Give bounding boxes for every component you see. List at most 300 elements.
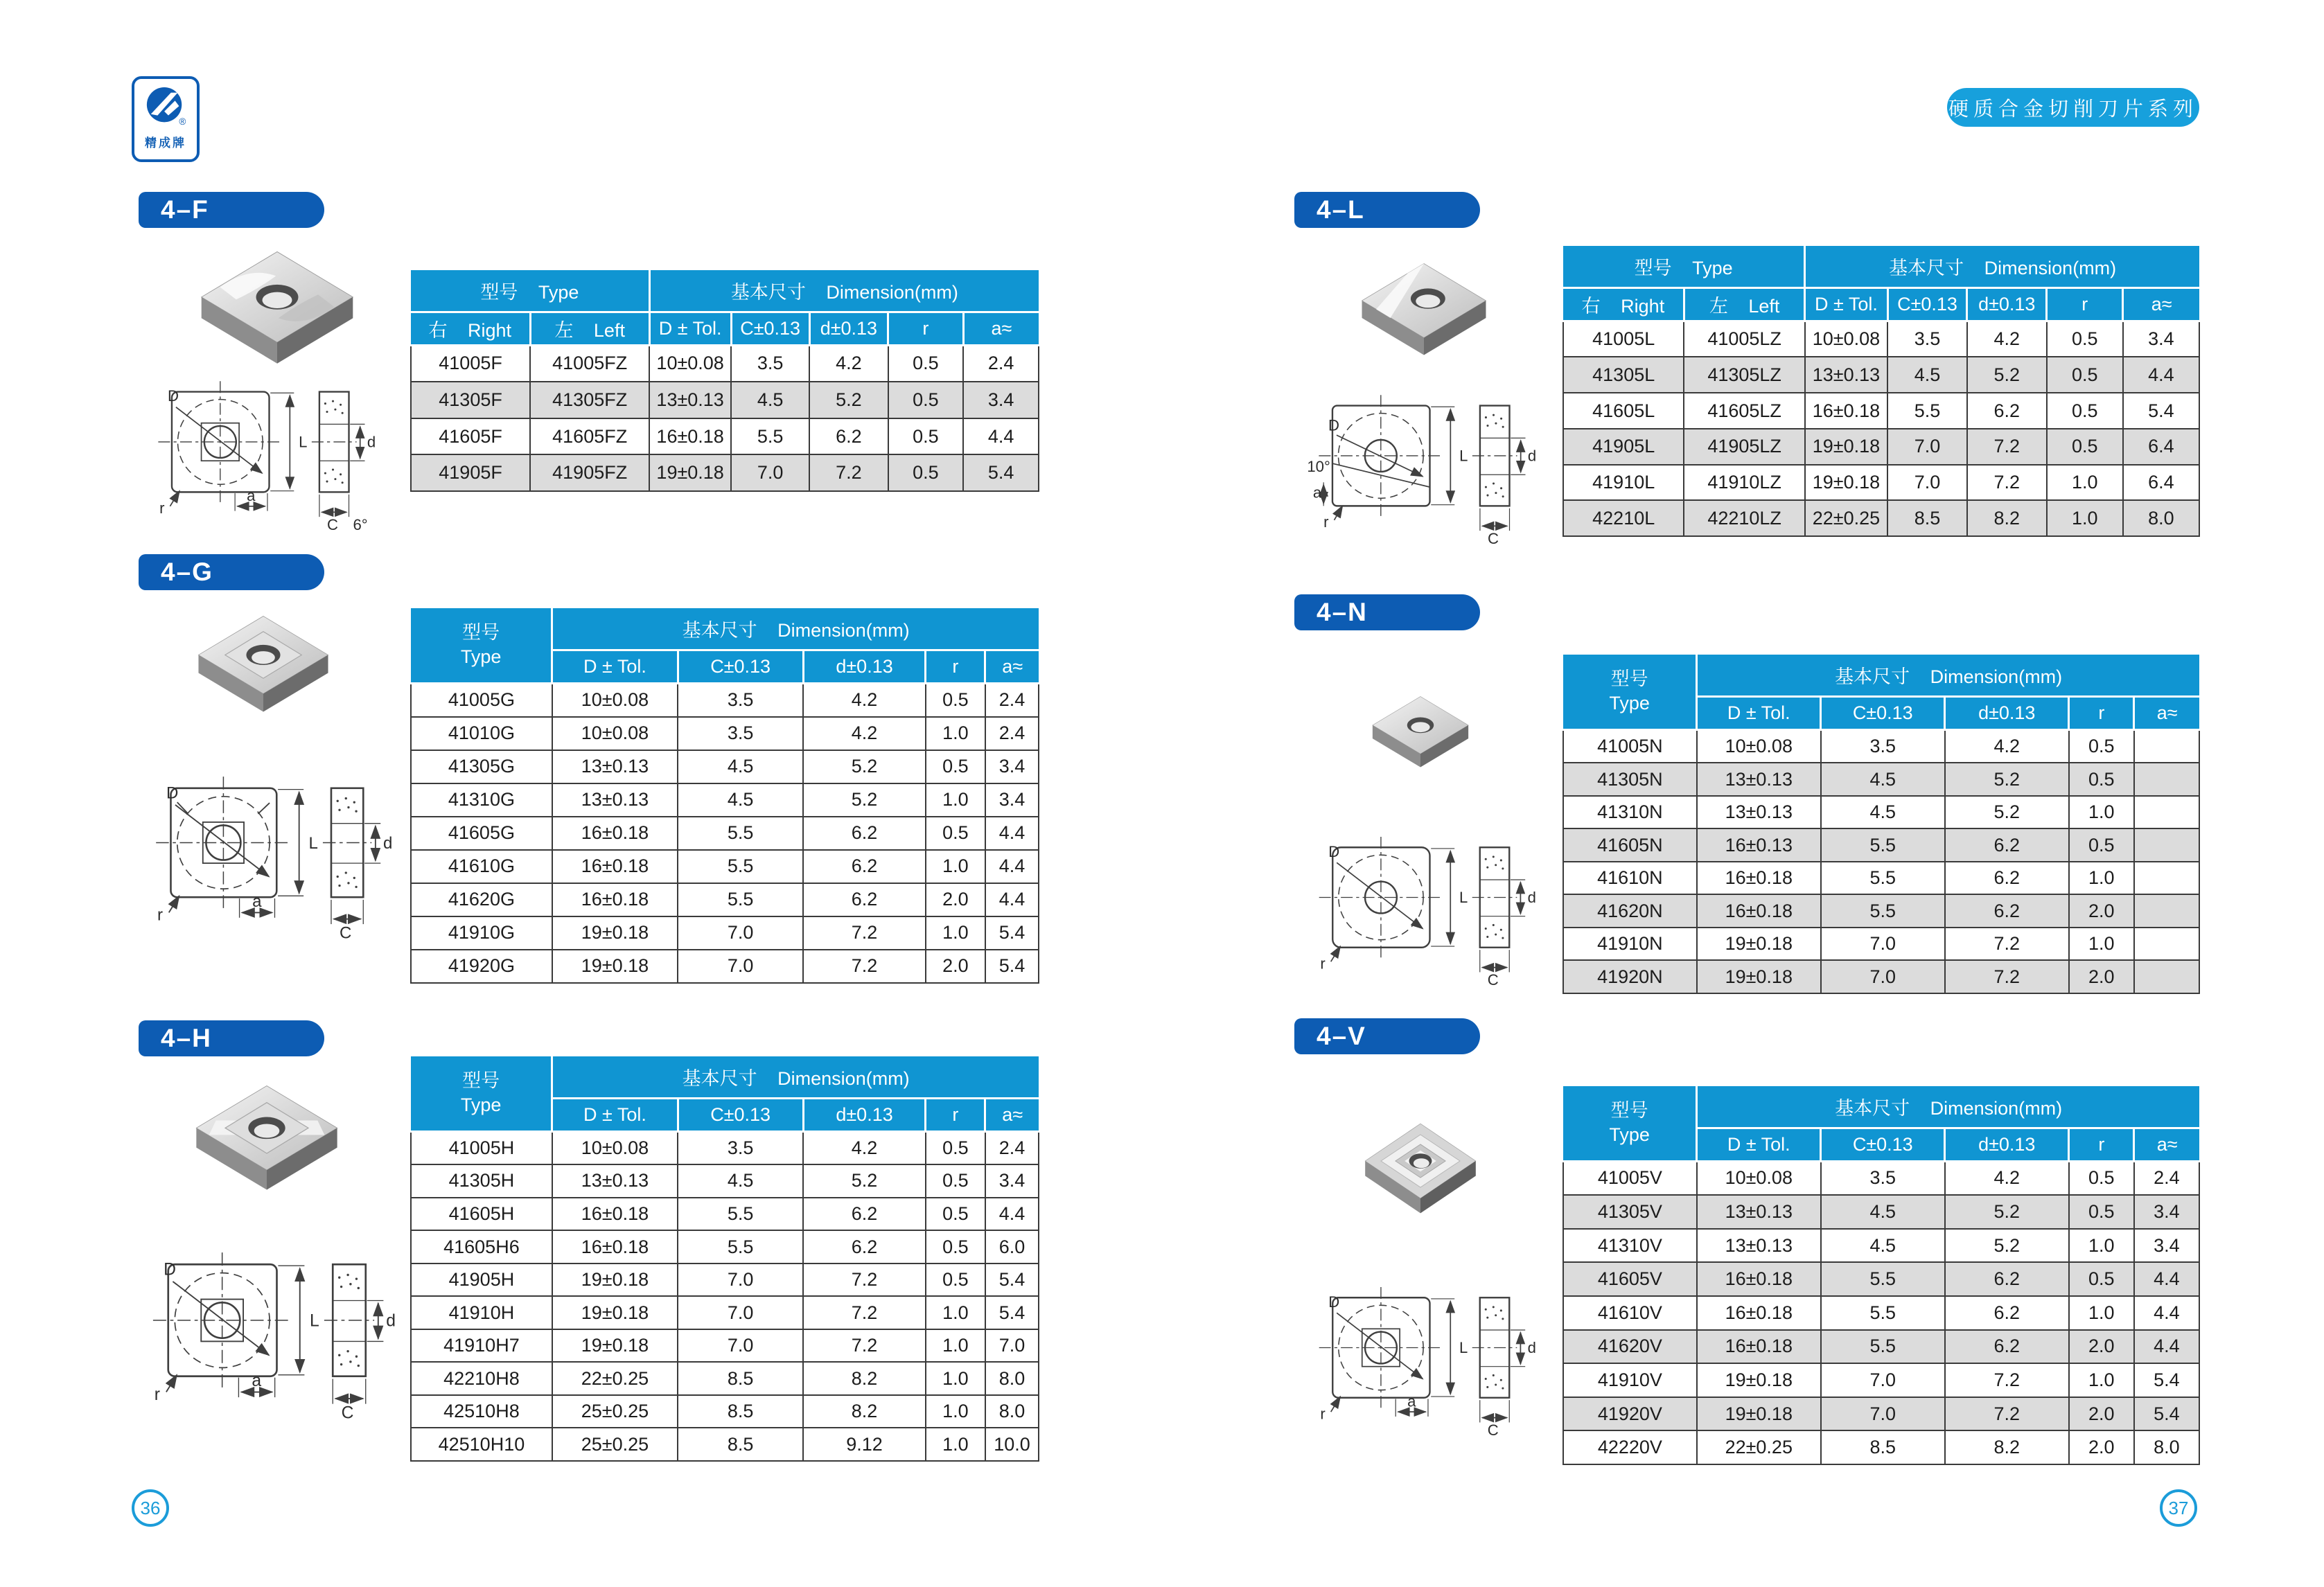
- section-tab-4l: [1294, 192, 1480, 228]
- table-cell: 16±0.18: [1697, 894, 1821, 928]
- table-row: [1563, 1195, 2199, 1229]
- table-cell: 7.0: [1887, 465, 1967, 501]
- table-cell: 16±0.18: [552, 1198, 678, 1231]
- table-cell: 13±0.13: [552, 783, 678, 817]
- svg-text:r: r: [1320, 1405, 1326, 1423]
- table-cell: 6.2: [1945, 828, 2069, 862]
- table-row: [411, 1230, 1039, 1264]
- table-cell: 3.4: [985, 1164, 1039, 1198]
- col-header-d-tol: D ± Tol.: [552, 650, 678, 683]
- table-cell: 5.4: [2134, 1397, 2199, 1431]
- table-cell: 0.5: [2047, 321, 2123, 357]
- svg-text:d: d: [382, 833, 393, 853]
- col-header-dimension: 基本尺寸 Dimension(mm): [1697, 655, 2199, 696]
- type-label-cn: 型号: [462, 1070, 500, 1092]
- table-cell: 1.0: [926, 1395, 985, 1428]
- table-cell: 41605V: [1563, 1262, 1697, 1296]
- table-cell: 4.4: [2123, 357, 2199, 393]
- table-cell: 13±0.13: [1697, 1229, 1821, 1263]
- table-cell: 8.5: [678, 1362, 803, 1395]
- table-cell: 2.0: [2069, 960, 2134, 993]
- table-cell: 7.0: [678, 1264, 803, 1297]
- svg-text:a: a: [1312, 484, 1322, 502]
- table-cell: 41305N: [1563, 763, 1697, 796]
- insert-3d-image-4f: [180, 242, 374, 391]
- table-cell: 41305FZ: [530, 382, 649, 418]
- table-row: [1563, 763, 2199, 796]
- table-cell: 2.0: [926, 883, 985, 916]
- table-cell: 0.5: [2047, 429, 2123, 465]
- table-cell: 6.2: [803, 850, 926, 883]
- table-cell: 7.2: [1945, 1363, 2069, 1397]
- table-cell: 6.2: [803, 883, 926, 916]
- type-label-en: Type: [460, 1094, 502, 1116]
- type-label-cn: 型号: [462, 622, 500, 644]
- table-cell: 0.5: [2069, 1262, 2134, 1296]
- table-cell: 5.5: [1821, 894, 1945, 928]
- table-cell: 7.0: [678, 1296, 803, 1329]
- table-row: [411, 883, 1039, 916]
- table-cell: 16±0.18: [552, 1230, 678, 1264]
- table-cell: 19±0.18: [552, 916, 678, 950]
- table-row: [1563, 1262, 2199, 1296]
- col-header-c: C±0.13: [1821, 696, 1945, 729]
- table-cell: 7.0: [678, 950, 803, 983]
- svg-text:C: C: [1487, 1421, 1499, 1439]
- svg-text:D: D: [168, 387, 179, 405]
- table-cell: 7.0: [1821, 1363, 1945, 1397]
- table-cell: 7.0: [678, 916, 803, 950]
- col-header-d-tol: D ± Tol.: [1697, 1128, 1821, 1161]
- table-cell: 5.5: [1821, 862, 1945, 895]
- table-row: [411, 382, 1039, 418]
- svg-text:C: C: [341, 1403, 354, 1423]
- table-cell: 4.4: [2134, 1330, 2199, 1364]
- table-cell: 16±0.13: [1697, 828, 1821, 862]
- svg-text:a: a: [1407, 1392, 1416, 1410]
- svg-text:a: a: [252, 892, 262, 912]
- svg-text:a: a: [252, 1372, 262, 1390]
- table-cell: 13±0.13: [1697, 763, 1821, 796]
- table-cell: 41910H7: [411, 1329, 552, 1363]
- table-cell: 6.2: [803, 817, 926, 850]
- table-row: [1563, 429, 2199, 465]
- table-cell: 1.0: [926, 850, 985, 883]
- table-cell: 13±0.13: [552, 1164, 678, 1198]
- insert-drawing-4g: [139, 769, 402, 942]
- table-cell: 41605F: [411, 418, 530, 455]
- table-cell: 0.5: [2069, 763, 2134, 796]
- table-cell: 5.5: [1821, 1262, 1945, 1296]
- table-cell: 5.4: [985, 916, 1039, 950]
- section-tab-label: 4–F: [161, 195, 209, 224]
- svg-text:C: C: [327, 515, 338, 533]
- table-cell: 8.5: [678, 1428, 803, 1461]
- table-cell: 5.2: [1945, 1229, 2069, 1263]
- table-cell: 0.5: [888, 454, 964, 491]
- table-row: [411, 1395, 1039, 1428]
- brand-logo-icon: [144, 86, 187, 129]
- table-cell: 0.5: [2069, 729, 2134, 763]
- col-header-right: 右 Right: [1563, 287, 1684, 321]
- svg-text:L: L: [1459, 889, 1468, 907]
- table-cell: 5.4: [2123, 393, 2199, 429]
- table-cell: 41610G: [411, 850, 552, 883]
- table-cell: 41920G: [411, 950, 552, 983]
- table-cell: 6.0: [985, 1230, 1039, 1264]
- col-header-left: 左 Left: [1684, 287, 1804, 321]
- table-cell: 13±0.13: [1697, 796, 1821, 829]
- table-cell: 4.5: [1821, 1195, 1945, 1229]
- table-cell: 1.0: [2069, 928, 2134, 961]
- table-cell: 4.2: [1967, 321, 2047, 357]
- table-cell: 4.5: [678, 783, 803, 817]
- svg-text:d: d: [367, 433, 376, 451]
- table-cell: 16±0.18: [1697, 862, 1821, 895]
- table-cell: 0.5: [926, 1264, 985, 1297]
- table-cell: 19±0.18: [1697, 1397, 1821, 1431]
- table-row: [1563, 1397, 2199, 1431]
- col-header-d-tol: D ± Tol.: [1697, 696, 1821, 729]
- table-cell: 6.2: [803, 1198, 926, 1231]
- table-cell: 5.5: [1821, 1296, 1945, 1330]
- table-row: [411, 750, 1039, 783]
- table-cell: 41005G: [411, 683, 552, 717]
- svg-text:C: C: [340, 923, 352, 942]
- table-cell: [2134, 729, 2199, 763]
- table-cell: 5.5: [678, 850, 803, 883]
- table-cell: 19±0.18: [649, 454, 731, 491]
- table-cell: 5.2: [803, 783, 926, 817]
- table-cell: 7.2: [803, 916, 926, 950]
- table-cell: 7.2: [803, 1264, 926, 1297]
- table-cell: 3.5: [1821, 729, 1945, 763]
- table-cell: 7.0: [731, 454, 809, 491]
- table-row: [1563, 828, 2199, 862]
- table-cell: 16±0.18: [1697, 1262, 1821, 1296]
- series-banner: 硬质合金切削刀片系列: [1947, 88, 2199, 127]
- table-cell: 5.2: [803, 1164, 926, 1198]
- table-cell: 0.5: [2069, 1161, 2134, 1195]
- table-cell: 41905H: [411, 1264, 552, 1297]
- table-cell: 1.0: [2047, 500, 2123, 536]
- table-cell: 16±0.18: [1697, 1296, 1821, 1330]
- col-header-c: C±0.13: [678, 650, 803, 683]
- table-cell: 1.0: [926, 1362, 985, 1395]
- table-cell: 7.2: [803, 1296, 926, 1329]
- table-cell: 7.0: [985, 1329, 1039, 1363]
- table-cell: 5.2: [1945, 796, 2069, 829]
- col-header-dimension: 基本尺寸 Dimension(mm): [1805, 246, 2199, 287]
- insert-3d-4f: [180, 242, 374, 391]
- table-cell: 8.2: [1967, 500, 2047, 536]
- table-cell: 0.5: [2069, 1195, 2134, 1229]
- table-cell: 4.4: [985, 1198, 1039, 1231]
- table-cell: 2.4: [985, 683, 1039, 717]
- col-header-type: [1563, 1086, 1697, 1161]
- table-cell: 7.2: [803, 950, 926, 983]
- table-cell: 2.0: [2069, 1430, 2134, 1464]
- table-cell: 41310N: [1563, 796, 1697, 829]
- table-cell: 7.2: [1967, 465, 2047, 501]
- table-cell: 3.5: [678, 1131, 803, 1164]
- insert-3d-4l: [1348, 249, 1500, 384]
- table-cell: 1.0: [2069, 1296, 2134, 1330]
- table-cell: 41610N: [1563, 862, 1697, 895]
- table-cell: 5.2: [803, 750, 926, 783]
- section-tab-4n: [1294, 594, 1480, 630]
- table-cell: 4.2: [803, 1131, 926, 1164]
- svg-text:D: D: [1328, 1293, 1340, 1311]
- table-cell: 41910V: [1563, 1363, 1697, 1397]
- table-cell: 13±0.13: [649, 382, 731, 418]
- table-cell: 7.2: [803, 1329, 926, 1363]
- table-cell: 3.4: [985, 750, 1039, 783]
- table-cell: 8.5: [1821, 1430, 1945, 1464]
- table-cell: 10±0.08: [552, 683, 678, 717]
- table-row: [1563, 928, 2199, 961]
- svg-text:D: D: [164, 1260, 176, 1279]
- col-header-left: 左 Left: [530, 312, 649, 345]
- svg-text:C: C: [1487, 971, 1499, 989]
- table-cell: 19±0.18: [1805, 465, 1887, 501]
- table-cell: 7.0: [1887, 429, 1967, 465]
- table-cell: 16±0.18: [552, 850, 678, 883]
- table-cell: 4.2: [803, 717, 926, 750]
- table-cell: 3.5: [1887, 321, 1967, 357]
- section-tab-label: 4–N: [1317, 598, 1368, 626]
- col-header-d-small: d±0.13: [1945, 1128, 2069, 1161]
- table-cell: 41620N: [1563, 894, 1697, 928]
- col-header-r: r: [926, 1098, 985, 1131]
- col-header-a: a≈: [985, 1098, 1039, 1131]
- table-cell: 41605FZ: [530, 418, 649, 455]
- table-cell: 3.5: [678, 717, 803, 750]
- table-cell: 1.0: [926, 1329, 985, 1363]
- table-row: [1563, 862, 2199, 895]
- table-cell: 3.5: [1821, 1161, 1945, 1195]
- table-row: [411, 1362, 1039, 1395]
- table-cell: [2134, 862, 2199, 895]
- table-cell: 4.2: [803, 683, 926, 717]
- table-cell: 1.0: [926, 783, 985, 817]
- table-cell: 5.5: [1887, 393, 1967, 429]
- table-cell: 0.5: [888, 382, 964, 418]
- svg-text:r: r: [159, 499, 165, 517]
- table-cell: [2134, 796, 2199, 829]
- table-cell: 6.2: [1945, 1330, 2069, 1364]
- section-tab-label: 4–G: [161, 558, 213, 586]
- col-header-a: a≈: [2134, 696, 2199, 729]
- table-cell: 41305V: [1563, 1195, 1697, 1229]
- table-cell: 19±0.18: [1697, 960, 1821, 993]
- table-cell: 6.4: [2123, 429, 2199, 465]
- table-cell: 41910L: [1563, 465, 1684, 501]
- table-cell: 8.0: [985, 1362, 1039, 1395]
- col-header-type: 型号 Type: [1563, 246, 1805, 287]
- table-cell: 19±0.18: [552, 1296, 678, 1329]
- table-row: [1563, 960, 2199, 993]
- svg-text:d: d: [1527, 1339, 1536, 1357]
- svg-text:L: L: [1459, 447, 1468, 465]
- table-cell: 41910H: [411, 1296, 552, 1329]
- col-header-r: r: [926, 650, 985, 683]
- svg-text:D: D: [1328, 416, 1339, 434]
- insert-3d-4v: [1355, 1112, 1486, 1236]
- table-cell: 42210H8: [411, 1362, 552, 1395]
- table-cell: 42210LZ: [1684, 500, 1804, 536]
- table-cell: 6.2: [1945, 1262, 2069, 1296]
- table-row: [1563, 1430, 2199, 1464]
- table-cell: 4.4: [2134, 1262, 2199, 1296]
- col-header-dimension: 基本尺寸 Dimension(mm): [649, 270, 1039, 312]
- col-header-d-small: d±0.13: [1945, 696, 2069, 729]
- section-tab-label: 4–V: [1317, 1022, 1366, 1050]
- table-cell: 41310V: [1563, 1229, 1697, 1263]
- insert-3d-image-4n: [1362, 686, 1479, 790]
- col-header-a: a≈: [2134, 1128, 2199, 1161]
- table-cell: 10±0.08: [1805, 321, 1887, 357]
- page-number-left-value: 36: [140, 1497, 161, 1518]
- table-cell: 19±0.18: [552, 950, 678, 983]
- table-row: [411, 1164, 1039, 1198]
- table-cell: 7.0: [1821, 928, 1945, 961]
- table-cell: 10±0.08: [552, 1131, 678, 1164]
- table-row: [1563, 1296, 2199, 1330]
- table-cell: 2.4: [963, 345, 1039, 382]
- table-cell: 41305F: [411, 382, 530, 418]
- table-cell: 7.2: [1945, 928, 2069, 961]
- table-cell: 2.0: [2069, 894, 2134, 928]
- table-cell: 1.0: [2069, 796, 2134, 829]
- table-cell: 25±0.25: [552, 1428, 678, 1461]
- table-row: [1563, 796, 2199, 829]
- table-cell: 7.0: [1821, 1397, 1945, 1431]
- table-cell: 4.5: [678, 1164, 803, 1198]
- table-cell: 16±0.18: [1805, 393, 1887, 429]
- table-cell: 6.2: [1967, 393, 2047, 429]
- table-cell: 6.2: [809, 418, 888, 455]
- table-cell: 1.0: [926, 1296, 985, 1329]
- table-cell: 8.0: [2134, 1430, 2199, 1464]
- table-cell: 2.4: [2134, 1161, 2199, 1195]
- insert-drawing-4l: [1299, 388, 1549, 547]
- drawing-4n: [1306, 828, 1542, 991]
- table-cell: 19±0.18: [1697, 1363, 1821, 1397]
- table-cell: 22±0.25: [552, 1362, 678, 1395]
- table-row: [411, 817, 1039, 850]
- type-label-cn: 型号: [1610, 668, 1648, 690]
- section-tab-4v: [1294, 1018, 1480, 1054]
- table-cell: 41620V: [1563, 1330, 1697, 1364]
- svg-text:r: r: [1320, 955, 1326, 973]
- table-cell: 41905LZ: [1684, 429, 1804, 465]
- table-cell: 4.2: [1945, 1161, 2069, 1195]
- table-cell: 4.2: [1945, 729, 2069, 763]
- table-cell: 5.5: [731, 418, 809, 455]
- table-cell: 2.4: [985, 717, 1039, 750]
- table-cell: 5.5: [678, 1230, 803, 1264]
- insert-3d-image-4l: [1348, 249, 1500, 384]
- table-cell: 0.5: [888, 418, 964, 455]
- table-cell: [2134, 894, 2199, 928]
- table-cell: 41305LZ: [1684, 357, 1804, 393]
- table-cell: 10±0.08: [1697, 729, 1821, 763]
- spec-table-4n: [1562, 655, 2200, 994]
- table-cell: 19±0.18: [552, 1329, 678, 1363]
- col-header-dimension: 基本尺寸 Dimension(mm): [1697, 1086, 2199, 1128]
- table-cell: 41605LZ: [1684, 393, 1804, 429]
- table-cell: 4.5: [1887, 357, 1967, 393]
- table-cell: 0.5: [926, 1131, 985, 1164]
- table-cell: 5.4: [985, 1296, 1039, 1329]
- insert-drawing-4f: [139, 374, 388, 533]
- table-cell: 41005N: [1563, 729, 1697, 763]
- insert-drawing-4n: [1306, 828, 1542, 991]
- table-cell: 16±0.18: [552, 817, 678, 850]
- table-cell: 4.5: [1821, 1229, 1945, 1263]
- table-cell: 4.5: [678, 750, 803, 783]
- svg-text:r: r: [157, 905, 164, 925]
- table-cell: 41310G: [411, 783, 552, 817]
- table-cell: 41910LZ: [1684, 465, 1804, 501]
- table-cell: 2.0: [2069, 1397, 2134, 1431]
- table-cell: 8.2: [803, 1362, 926, 1395]
- table-cell: 41620G: [411, 883, 552, 916]
- table-cell: 5.5: [678, 817, 803, 850]
- table-cell: 4.5: [731, 382, 809, 418]
- table-cell: 1.0: [926, 916, 985, 950]
- table-cell: 1.0: [2047, 465, 2123, 501]
- table-cell: 0.5: [926, 1230, 985, 1264]
- table-row: [1563, 321, 2199, 357]
- table-cell: 5.5: [1821, 828, 1945, 862]
- table-cell: 41605G: [411, 817, 552, 850]
- table-cell: 6.2: [803, 1230, 926, 1264]
- table-row: [411, 418, 1039, 455]
- svg-text:L: L: [310, 1311, 319, 1331]
- table-cell: 6.4: [2123, 465, 2199, 501]
- table-cell: 41905L: [1563, 429, 1684, 465]
- table-cell: 1.0: [2069, 1229, 2134, 1263]
- table-cell: 13±0.13: [1697, 1195, 1821, 1229]
- table-cell: 41910N: [1563, 928, 1697, 961]
- table-row: [411, 345, 1039, 382]
- table-cell: 0.5: [926, 750, 985, 783]
- col-header-d-small: d±0.13: [803, 1098, 926, 1131]
- spec-table-4g: [410, 608, 1039, 984]
- table-cell: 10.0: [985, 1428, 1039, 1461]
- table-row: [411, 1131, 1039, 1164]
- svg-text:L: L: [308, 833, 318, 853]
- table-cell: 4.4: [963, 418, 1039, 455]
- col-header-d-tol: D ± Tol.: [649, 312, 731, 345]
- table-cell: 0.5: [888, 345, 964, 382]
- col-header-c: C±0.13: [1821, 1128, 1945, 1161]
- table-cell: 10±0.08: [1697, 1161, 1821, 1195]
- table-cell: 5.2: [1967, 357, 2047, 393]
- table-cell: 1.0: [2069, 862, 2134, 895]
- col-header-d-tol: D ± Tol.: [1805, 287, 1887, 321]
- table-cell: 3.4: [2134, 1229, 2199, 1263]
- col-header-r: r: [2047, 287, 2123, 321]
- table-cell: 42210L: [1563, 500, 1684, 536]
- table-row: [411, 783, 1039, 817]
- table-cell: 8.2: [1945, 1430, 2069, 1464]
- table-cell: 8.5: [1887, 500, 1967, 536]
- table-cell: 41005LZ: [1684, 321, 1804, 357]
- drawing-4h: [139, 1243, 402, 1424]
